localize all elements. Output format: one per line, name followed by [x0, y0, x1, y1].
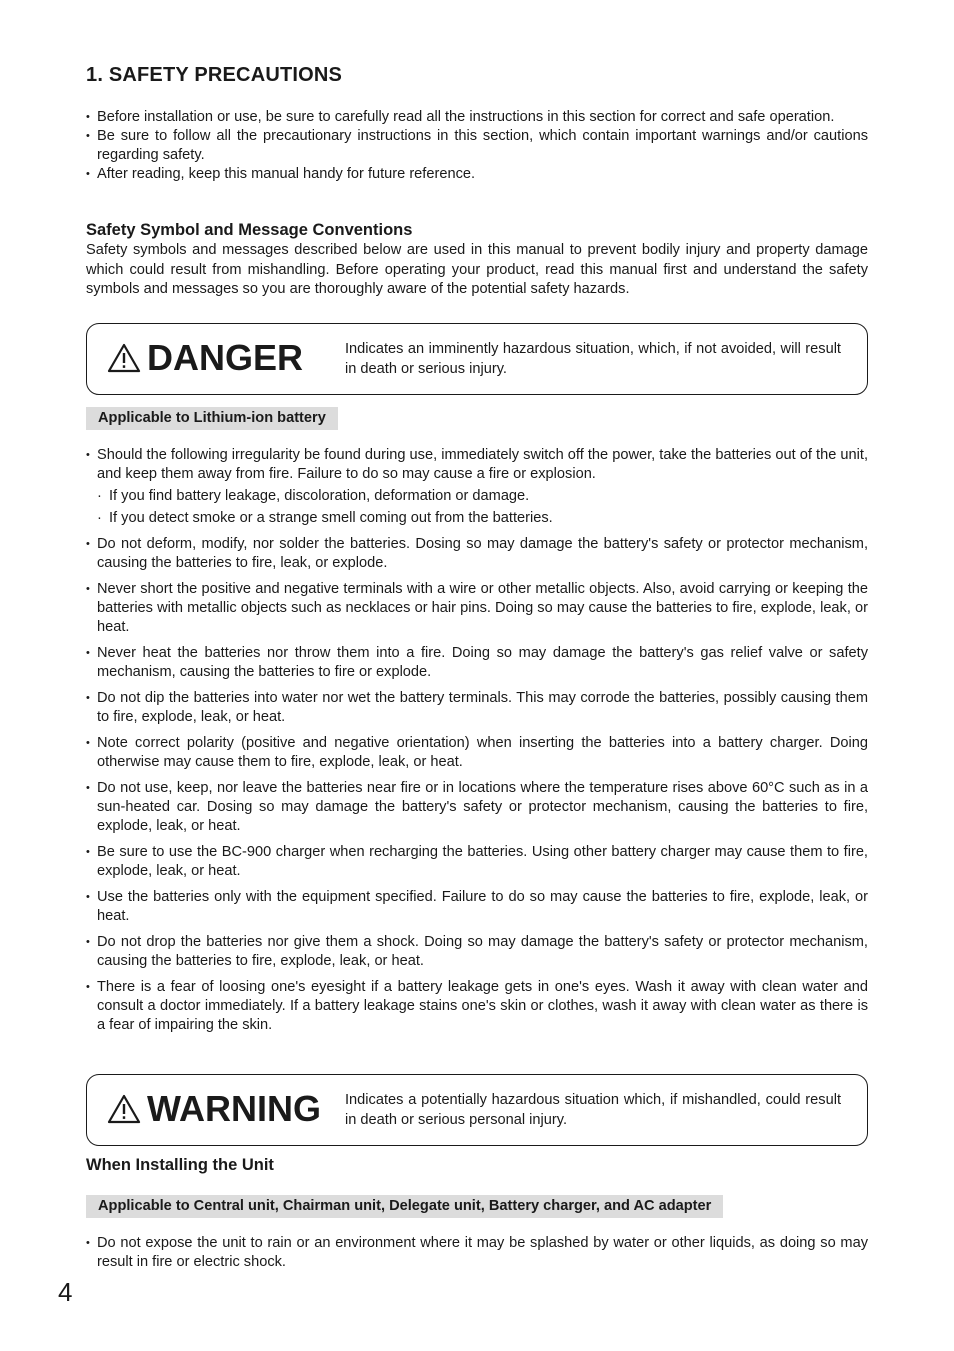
list-item: • Never heat the batteries nor throw them into a fire. Doing so may damage the battery's gas relief valve or safety mechanism, causing the batteries to fire or explode. [86, 644, 868, 682]
installing-precautions-list [86, 1234, 868, 1279]
list-item [86, 446, 868, 528]
list-item-text: Should the following irregularity be found during use, immediately switch off the power, take the batteries out of the unit, and keep them away from fire. Failure to do so may cause a fire or explosion. [97, 447, 868, 482]
page-title: 1. SAFETY PRECAUTIONS [86, 64, 343, 86]
page-number: 4 [58, 1277, 73, 1307]
intro-list [86, 108, 868, 184]
sub-item: · If you find battery leakage, discoloration, deformation or damage. [86, 487, 868, 506]
lithium-precautions-list [86, 446, 868, 1042]
list-item: • There is a fear of loosing one's eyesight if a battery leakage gets in one's eyes. Wash it away with clean water and consult a doctor immediately. If a battery leakage stains one's skin or clothes, wash it away with clean water as there is a fear of impairing the skin. [86, 978, 868, 1035]
warning-word: WARNING [147, 1088, 321, 1129]
installing-section [86, 1156, 274, 1175]
warning-triangle-icon [107, 343, 141, 373]
warning-signal-word [107, 1087, 321, 1131]
list-item: • After reading, keep this manual handy for future reference. [86, 165, 868, 184]
warning-box [86, 1074, 868, 1146]
list-item: • Be sure to follow all the precautionary instructions in this section, which contain important warnings and/or cautions regarding safety. [86, 127, 868, 165]
list-item: • Be sure to use the BC-900 charger when recharging the batteries. Using other battery charger may cause them to fire, explode, leak, or heat. [86, 843, 868, 881]
applicability-label: Applicable to Central unit, Chairman unit, Delegate unit, Battery charger, and AC adapter [86, 1195, 723, 1218]
list-item: • Do not deform, modify, nor solder the batteries. Dosing so may damage the battery's safety or protector mechanism, causing the batteries to fire, leak, or explode. [86, 535, 868, 573]
list-item: • Do not expose the unit to rain or an environment where it may be splashed by water or other liquids, as doing so may result in fire or electric shock. [86, 1234, 868, 1272]
conventions-section [86, 221, 868, 300]
conventions-heading: Safety Symbol and Message Conventions [86, 221, 413, 239]
installing-heading: When Installing the Unit [86, 1156, 274, 1174]
danger-box [86, 323, 868, 395]
list-item: • Do not dip the batteries into water nor wet the battery terminals. This may corrode the batteries, possibly causing them to fire, explode, leak, or heat. [86, 689, 868, 727]
list-item: • Use the batteries only with the equipment specified. Failure to do so may cause the batteries to fire, explode, leak, or heat. [86, 888, 868, 926]
warning-triangle-icon [107, 1094, 141, 1124]
danger-description: Indicates an imminently hazardous situation, which, if not avoided, will result in death or serious injury. [345, 341, 841, 377]
list-item: • Note correct polarity (positive and negative orientation) when inserting the batteries into a battery charger. Doing otherwise may cause them to fire, explode, leak, or heat. [86, 734, 868, 772]
list-item: • Do not drop the batteries nor give them a shock. Doing so may damage the battery's safety or protector mechanism, causing the batteries to fire, explode, leak, or heat. [86, 933, 868, 971]
danger-word: DANGER [147, 337, 304, 378]
list-item: • Never short the positive and negative terminals with a wire or other metallic objects. Also, avoid carrying or keeping the batteries with metallic objects such as necklaces or hair pins. Doing so may cause the batteries to fire, explode, leak, or heat. [86, 580, 868, 637]
conventions-text: Safety symbols and messages described below are used in this manual to prevent bodily injury and property damage which could result from mishandling. Before operating your product, read this manual first and understand the safety symbols and messages so you are thoroughly aware of the potential safety hazards. [86, 242, 868, 297]
list-item: • Before installation or use, be sure to carefully read all the instructions in this section for correct and safe operation. [86, 108, 868, 127]
applicability-label: Applicable to Lithium-ion battery [86, 407, 338, 430]
list-item: • Do not use, keep, nor leave the batteries near fire or in locations where the temperature rises above 60°C such as in a sun-heated car. Dosing so may damage the battery's safety or protector mechanism, causing the batteries to fire, explode, leak, or heat. [86, 779, 868, 836]
warning-description: Indicates a potentially hazardous situation which, if mishandled, could result in death or serious personal injury. [345, 1092, 841, 1128]
danger-signal-word [107, 336, 303, 380]
sub-item: · If you detect smoke or a strange smell coming out from the batteries. [86, 509, 868, 528]
